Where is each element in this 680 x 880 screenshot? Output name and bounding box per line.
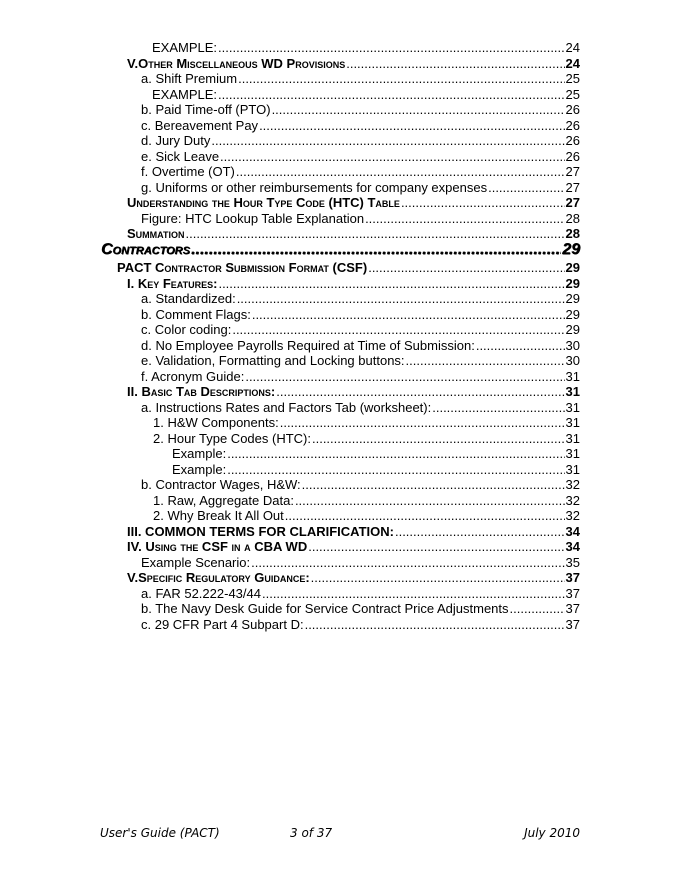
dot-leader: [191, 243, 561, 259]
dot-leader: [368, 260, 564, 276]
dot-leader: [238, 71, 564, 87]
footer-document-title: User's Guide (PACT): [100, 826, 220, 840]
toc-entry[interactable]: d. No Employee Payrolls Required at Time of Submission: ..... 30: [141, 338, 580, 354]
toc-entry[interactable]: II. Basic Tab Descriptions: ..... 31: [127, 384, 580, 400]
footer-date: July 2010: [524, 826, 580, 840]
dot-leader: [432, 400, 564, 416]
dot-leader: [401, 195, 565, 211]
dot-leader: [305, 617, 565, 633]
dot-leader: [295, 493, 565, 509]
dot-leader: [259, 118, 564, 134]
toc-entry[interactable]: 2. Hour Type Codes (HTC): ..... 31: [153, 431, 580, 447]
toc-chapter-entry[interactable]: Contractors ..... 29: [101, 240, 580, 259]
dot-leader: [476, 338, 565, 354]
toc-entry[interactable]: c. 29 CFR Part 4 Subpart D: ..... 37: [141, 617, 580, 633]
toc-entry[interactable]: I. Key Features: ..... 29: [127, 276, 580, 292]
dot-leader: [272, 102, 565, 118]
toc-entry[interactable]: PACT Contractor Submission Format (CSF) ..... 29: [117, 260, 580, 276]
toc-entry[interactable]: a. Shift Premium ..... 25: [141, 71, 580, 87]
dot-leader: [218, 276, 564, 292]
page-footer: [100, 826, 580, 842]
dot-leader: [406, 353, 565, 369]
dot-leader: [308, 539, 564, 555]
toc-entry[interactable]: Example: ..... 31: [172, 446, 580, 462]
footer-page-number: 3 of 37: [290, 826, 333, 840]
toc-entry[interactable]: d. Jury Duty ..... 26: [141, 133, 580, 149]
toc-entry[interactable]: Example Scenario: ..... 35: [141, 555, 580, 571]
toc-entry[interactable]: Figure: HTC Lookup Table Explanation ..... 28: [141, 211, 580, 227]
dot-leader: [220, 149, 564, 165]
toc-entry[interactable]: g. Uniforms or other reimbursements for company expenses ..... 27: [141, 180, 580, 196]
dot-leader: [218, 87, 565, 103]
dot-leader: [218, 40, 565, 56]
dot-leader: [311, 570, 565, 586]
toc-entry[interactable]: 1. Raw, Aggregate Data: ..... 32: [153, 493, 580, 509]
dot-leader: [365, 211, 564, 227]
toc-entry[interactable]: IV. Using the CSF in a CBA WD ..... 34: [127, 539, 580, 555]
toc-entry[interactable]: Summation ..... 28: [127, 226, 580, 242]
dot-leader: [245, 369, 564, 385]
toc-entry[interactable]: V.Specific Regulatory Guidance: ..... 37: [127, 570, 580, 586]
dot-leader: [285, 508, 565, 524]
toc-entry[interactable]: 1. H&W Components: ..... 31: [153, 415, 580, 431]
dot-leader: [302, 477, 565, 493]
toc-entry[interactable]: a. Instructions Rates and Factors Tab (worksheet): ..... 31: [141, 400, 580, 416]
dot-leader: [276, 384, 564, 400]
dot-leader: [510, 601, 565, 617]
toc-entry[interactable]: a. Standardized: ..... 29: [141, 291, 580, 307]
toc-entry[interactable]: b. Paid Time-off (PTO) ..... 26: [141, 102, 580, 118]
toc-entry[interactable]: f. Overtime (OT) ..... 27: [141, 164, 580, 180]
toc-entry[interactable]: c. Bereavement Pay ..... 26: [141, 118, 580, 134]
toc-entry[interactable]: EXAMPLE: ..... 25: [152, 87, 580, 103]
dot-leader: [211, 133, 564, 149]
toc-entry[interactable]: e. Sick Leave ..... 26: [141, 149, 580, 165]
dot-leader: [395, 524, 565, 540]
toc-entry[interactable]: a. FAR 52.222-43/44 ..... 37: [141, 586, 580, 602]
dot-leader: [280, 415, 565, 431]
toc-entry[interactable]: 2. Why Break It All Out ..... 32: [153, 508, 580, 524]
toc-entry[interactable]: b. The Navy Desk Guide for Service Contract Price Adjustments ..... 37: [141, 601, 580, 617]
dot-leader: [227, 446, 564, 462]
toc-entry[interactable]: III. COMMON TERMS FOR CLARIFICATION: ..... 34: [127, 524, 580, 540]
dot-leader: [232, 322, 564, 338]
toc-entry[interactable]: c. Color coding: ..... 29: [141, 322, 580, 338]
toc-entry[interactable]: Example: ..... 31: [172, 462, 580, 478]
toc-entry[interactable]: b. Comment Flags: ..... 29: [141, 307, 580, 323]
toc-entry[interactable]: EXAMPLE: ..... 24: [152, 40, 580, 56]
dot-leader: [251, 555, 564, 571]
dot-leader: [312, 431, 565, 447]
dot-leader: [262, 586, 565, 602]
dot-leader: [227, 462, 564, 478]
dot-leader: [236, 164, 565, 180]
toc-entry[interactable]: b. Contractor Wages, H&W: ..... 32: [141, 477, 580, 493]
toc-entry[interactable]: V.Other Miscellaneous WD Provisions ..... 24: [127, 56, 580, 72]
dot-leader: [346, 56, 564, 72]
toc-entry[interactable]: Understanding the Hour Type Code (HTC) Table ..... 27: [127, 195, 580, 211]
dot-leader: [488, 180, 564, 196]
toc-entry[interactable]: f. Acronym Guide: ..... 31: [141, 369, 580, 385]
dot-leader: [237, 291, 565, 307]
toc-entry[interactable]: e. Validation, Formatting and Locking buttons: ..... 30: [141, 353, 580, 369]
dot-leader: [252, 307, 565, 323]
